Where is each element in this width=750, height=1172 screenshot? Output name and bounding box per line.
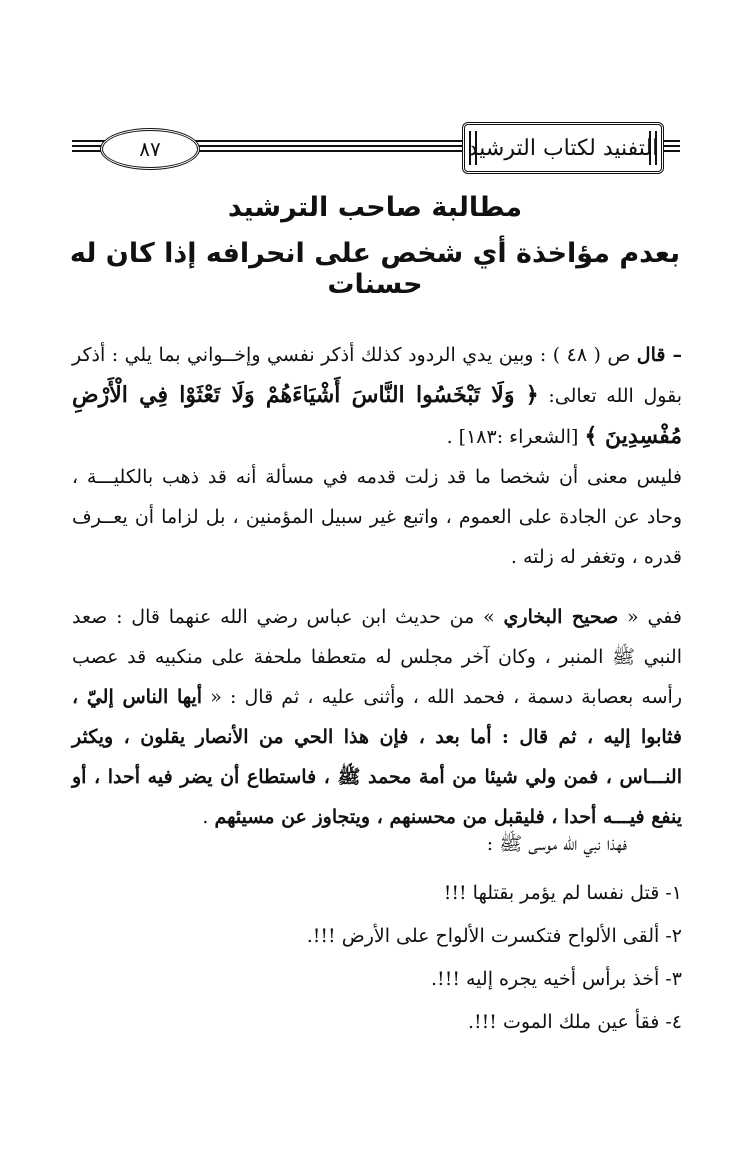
list-item: ٢- ألقى الألواح فتكسرت الألواح على الأرض !!!. [306, 925, 682, 947]
paragraph-3 [72, 597, 682, 837]
list-item: ٣- أخذ برأس أخيه يجره إليه !!!. [431, 968, 682, 990]
para3-a: ففي « [618, 606, 683, 628]
para3-b: » من حديث ابن عباس رضي الله عنهما قال : صعد النبي ﷺ المنبر ، وكان آخر مجلس له متعطفا ملحفة على منكبيه قد عصب رأسه بعصابة دسمة ، فحمد الله ، وأثنى عليه ، ثم قال : « [72, 606, 682, 708]
section-title-line2: بعدم مؤاخذة أي شخص على انحرافه إذا كان له حسنات [69, 238, 681, 300]
bukhari-title: صحيح البخاري [503, 606, 619, 628]
paragraph-2: فليس معنى أن شخصا ما قد زلت قدمه في مسألة أنه قد ذهب بالكليـــة ، وحاد عن الجادة على العموم ، واتبع غير سبيل المؤمنين ، بل لزاما أن يعــرف قدره ، وتغفر له زلته . [72, 466, 682, 568]
numbered-list [72, 872, 682, 1044]
page-number-oval [100, 128, 200, 170]
hadith-text: أيها الناس إليّ ، فثابوا إليه ، ثم قال : أما بعد ، فإن هذا الحي من الأنصار يقلون ، ويكثر النـــاس ، فمن ولي شيئا من أمة محمد ﷺ ، فاستطاع أن يضر فيه أحدا ، أو ينفع فيـــه أحدا ، فليقبل من محسنهم ، ويتجاوز عن مسيئهم [72, 686, 682, 828]
list-item: ٤- فقأ عين ملك الموت !!!. [467, 1011, 682, 1033]
verse-reference: [الشعراء :١٨٣] . [446, 426, 585, 448]
quran-verse: ﴿ وَلَا تَبْخَسُوا النَّاسَ أَشْيَاءَهُمْ وَلَا تَعْثَوْا فِي الْأَرْضِ مُفْسِدِينَ ﴾ [72, 382, 682, 449]
book-title: التفنيد لكتاب الترشيد [467, 135, 659, 161]
list-intro: فهذا نبي الله موسى ﷺ : [486, 833, 627, 855]
paragraph-1 [72, 335, 682, 457]
page-number: ٨٧ [139, 137, 161, 161]
section-title-line1: مطالبة صاحب الترشيد [227, 192, 523, 223]
para1-text: ص ( ٤٨ ) : وبين يدي الردود كذلك أذكر نفسي وإخــواني بما يلي : أذكر بقول الله تعالى: [72, 344, 683, 407]
book-title-box [462, 122, 664, 174]
list-item: ١- قتل نفسا لم يؤمر بقتلها !!! [443, 882, 682, 904]
para3-c: . [202, 806, 215, 828]
para1-lead: – قال [636, 344, 682, 366]
